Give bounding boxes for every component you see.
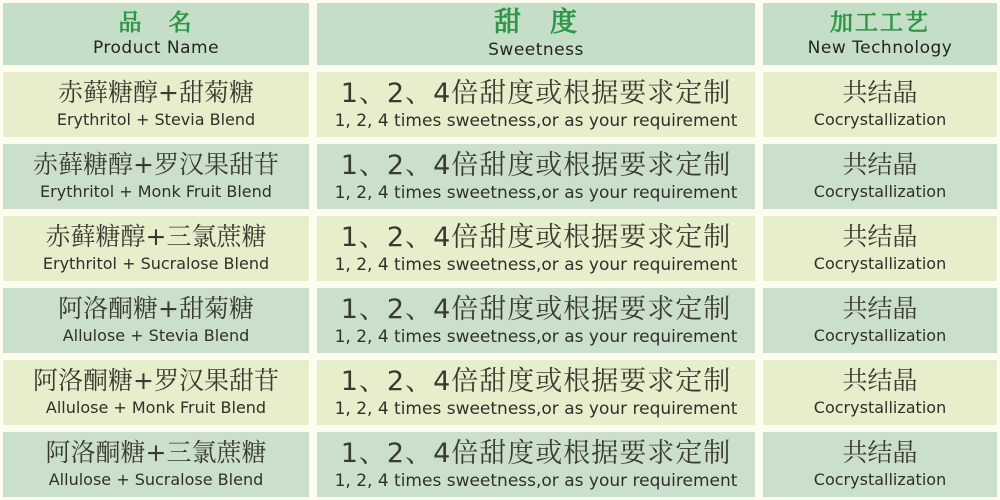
row-5-technology-cn: 共结晶 xyxy=(842,366,918,396)
row-2-product-en: Erythritol + Monk Fruit Blend xyxy=(40,182,272,202)
row-4-sweetness-cell xyxy=(317,288,755,353)
row-6-technology-cell xyxy=(763,432,997,497)
row-2-technology-cn: 共结晶 xyxy=(842,150,918,180)
row-5-sweetness-en: 1, 2, 4 times sweetness,or as your requirement xyxy=(334,398,738,419)
row-2-sweetness-cell xyxy=(317,144,755,209)
row-6-technology-en: Cocrystallization xyxy=(813,470,947,490)
row-4-product-cell xyxy=(3,288,309,353)
row-4-technology-cn: 共结晶 xyxy=(842,294,918,324)
row-5-technology-cell xyxy=(763,360,997,425)
row-5-technology-en: Cocrystallization xyxy=(813,398,947,418)
header-technology-cn: 加工工艺 xyxy=(830,9,930,36)
row-3-technology-en: Cocrystallization xyxy=(813,254,947,274)
row-2-technology-en: Cocrystallization xyxy=(813,182,947,202)
row-5-sweetness-cn: 1、2、4倍甜度或根据要求定制 xyxy=(340,365,732,397)
row-6-technology-cn: 共结晶 xyxy=(842,438,918,468)
row-2-product-cn: 赤藓糖醇+罗汉果甜苷 xyxy=(33,150,279,180)
row-3-technology-cn: 共结晶 xyxy=(842,222,918,252)
row-3-product-cell xyxy=(3,216,309,281)
row-3-sweetness-cn: 1、2、4倍甜度或根据要求定制 xyxy=(340,221,732,253)
row-4-technology-cell xyxy=(763,288,997,353)
row-5-product-cn: 阿洛酮糖+罗汉果甜苷 xyxy=(33,366,279,396)
row-5-product-cell xyxy=(3,360,309,425)
row-4-product-en: Allulose + Stevia Blend xyxy=(62,326,250,346)
row-4-sweetness-cn: 1、2、4倍甜度或根据要求定制 xyxy=(340,293,732,325)
row-2-sweetness-cn: 1、2、4倍甜度或根据要求定制 xyxy=(340,149,732,181)
row-5-product-en: Allulose + Monk Fruit Blend xyxy=(45,398,267,418)
row-1-product-cell xyxy=(3,72,309,137)
row-1-product-cn: 赤藓糖醇+甜菊糖 xyxy=(58,78,254,108)
row-1-sweetness-cell xyxy=(317,72,755,137)
row-2-sweetness-en: 1, 2, 4 times sweetness,or as your requirement xyxy=(334,182,738,203)
row-6-sweetness-cell xyxy=(317,432,755,497)
row-1-product-en: Erythritol + Stevia Blend xyxy=(56,110,256,130)
row-1-technology-cell xyxy=(763,72,997,137)
row-6-sweetness-cn: 1、2、4倍甜度或根据要求定制 xyxy=(340,437,732,469)
header-product-name-en: Product Name xyxy=(92,37,220,58)
row-4-product-cn: 阿洛酮糖+甜菊糖 xyxy=(58,294,254,324)
row-4-sweetness-en: 1, 2, 4 times sweetness,or as your requirement xyxy=(334,326,738,347)
row-6-product-cn: 阿洛酮糖+三氯蔗糖 xyxy=(45,438,267,468)
row-3-product-en: Erythritol + Sucralose Blend xyxy=(42,254,270,274)
header-cell-product-name xyxy=(3,3,309,65)
row-3-sweetness-cell xyxy=(317,216,755,281)
header-cell-technology xyxy=(763,3,997,65)
row-1-technology-cn: 共结晶 xyxy=(842,78,918,108)
header-product-name-cn: 品 名 xyxy=(118,9,194,36)
row-3-product-cn: 赤藓糖醇+三氯蔗糖 xyxy=(45,222,267,252)
row-1-sweetness-cn: 1、2、4倍甜度或根据要求定制 xyxy=(340,77,732,109)
row-2-technology-cell xyxy=(763,144,997,209)
header-cell-sweetness xyxy=(317,3,755,65)
header-sweetness-en: Sweetness xyxy=(488,40,584,60)
row-5-sweetness-cell xyxy=(317,360,755,425)
row-6-product-en: Allulose + Sucralose Blend xyxy=(48,470,264,490)
row-1-technology-en: Cocrystallization xyxy=(813,110,947,130)
row-4-technology-en: Cocrystallization xyxy=(813,326,947,346)
row-2-product-cell xyxy=(3,144,309,209)
header-technology-en: New Technology xyxy=(807,37,953,58)
header-sweetness-cn: 甜 度 xyxy=(494,7,578,39)
row-1-sweetness-en: 1, 2, 4 times sweetness,or as your requirement xyxy=(334,110,738,131)
row-3-technology-cell xyxy=(763,216,997,281)
row-3-sweetness-en: 1, 2, 4 times sweetness,or as your requirement xyxy=(334,254,738,275)
row-6-product-cell xyxy=(3,432,309,497)
row-6-sweetness-en: 1, 2, 4 times sweetness,or as your requirement xyxy=(334,470,738,491)
